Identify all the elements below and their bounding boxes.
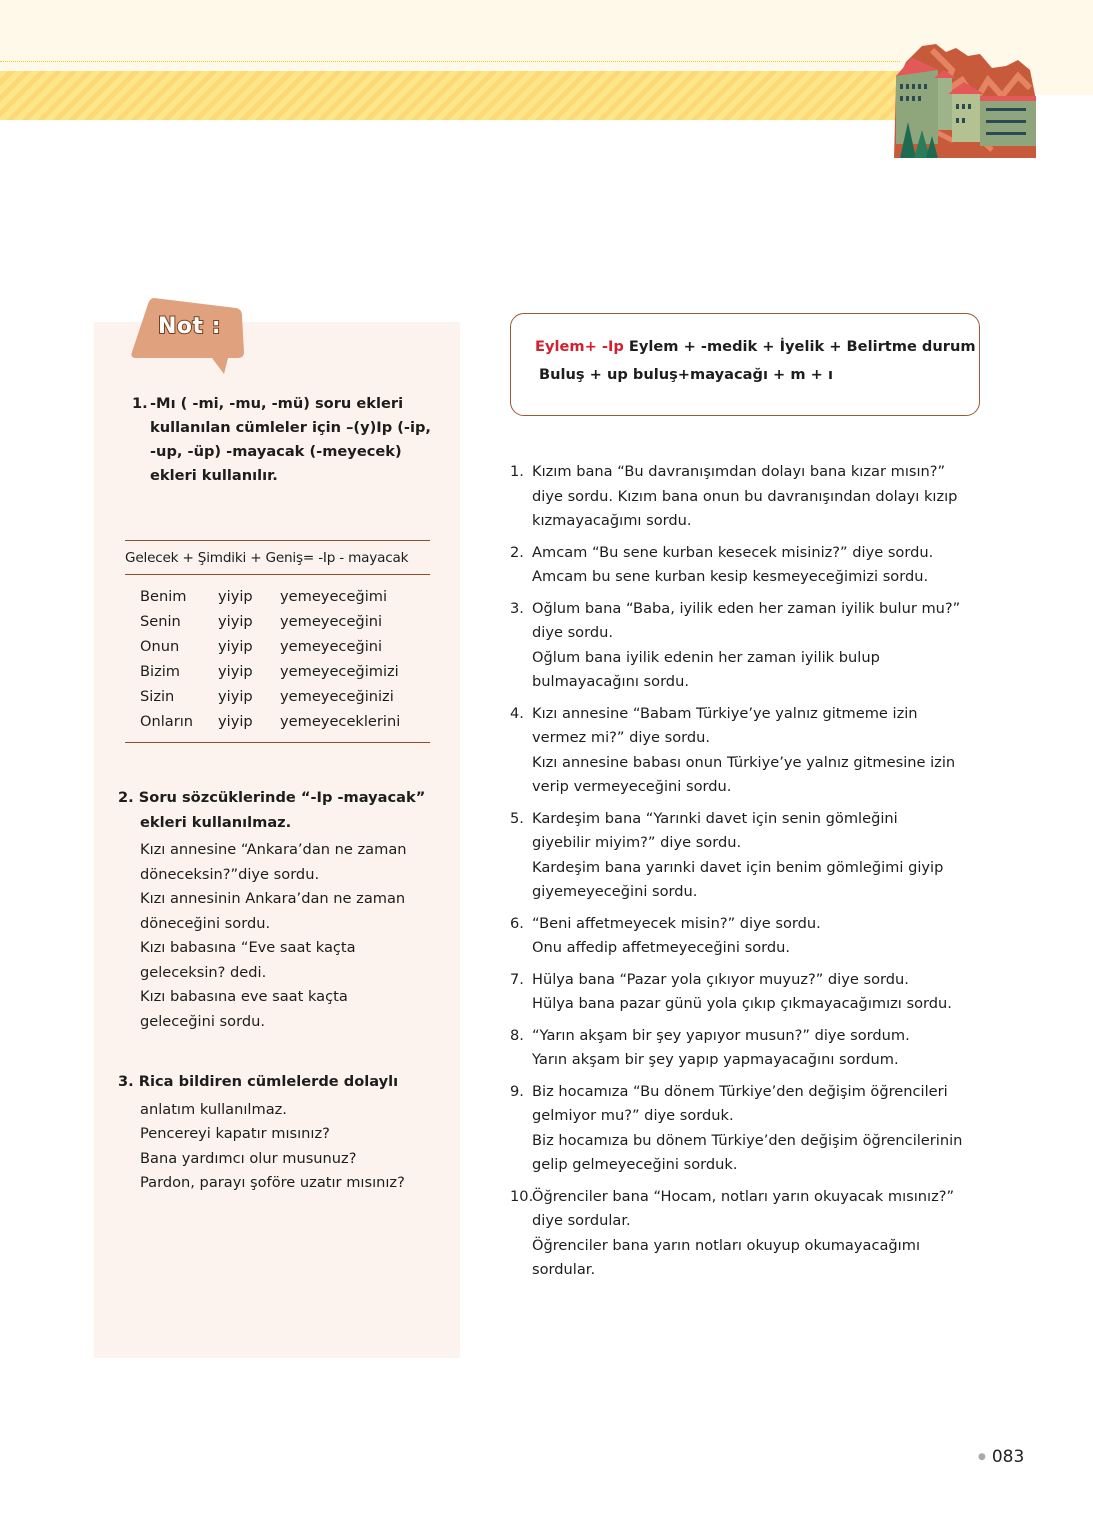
rule-example-line: Kızı annesinin Ankara’dan ne zaman	[140, 890, 406, 907]
rule-example-line: Kızı babasına eve saat kaçta	[140, 988, 348, 1005]
rule-example-line: geleceksin? dedi.	[140, 963, 267, 981]
example-line: bulmayacağını sordu.	[532, 673, 689, 690]
table-header: Gelecek + Şimdiki + Geniş= -Ip - mayacak	[125, 550, 409, 566]
example-line: Öğrenciler bana “Hocam, notları yarın okuyacak mısınız?”	[532, 1187, 955, 1205]
rule-examples	[118, 1098, 458, 1196]
example-line: Biz hocamıza “Bu dönem Türkiye’den değişim öğrencileri	[532, 1082, 948, 1100]
example-line: Onu affedip affetmeyeceğini sordu.	[532, 939, 791, 956]
conjugation-table	[125, 540, 430, 743]
gerund-cell: yiyip	[218, 588, 253, 605]
rule-heading-line: ekleri kullanılmaz.	[140, 813, 292, 831]
gerund-cell: yiyip	[218, 638, 253, 655]
table-row	[140, 584, 430, 609]
pronoun-cell: Benim	[140, 588, 187, 605]
gerund-cell: yiyip	[218, 713, 253, 730]
pronoun-cell: Senin	[140, 613, 181, 630]
page-number	[978, 1447, 1024, 1467]
note-rule-1	[132, 392, 452, 488]
formula-highlight: Eylem+ -Ip	[535, 338, 624, 355]
note-badge-label: Not :	[158, 314, 221, 339]
example-line: giyebilir miyim?” diye sordu.	[532, 834, 742, 851]
example-item	[510, 541, 1000, 590]
rule-line: -up, -üp) -mayacak (-meyecek)	[150, 443, 402, 460]
rule-number: 3.	[118, 1073, 134, 1090]
example-line: sordular.	[532, 1261, 596, 1278]
example-line: Amcam “Bu sene kurban kesecek misiniz?” diye sordu.	[532, 543, 934, 561]
example-line: kızmayacağımı sordu.	[532, 512, 692, 529]
gerund-cell: yiyip	[218, 688, 253, 705]
negative-form-cell: yemeyeceğinizi	[280, 688, 394, 705]
rule-example-line: döneceksin?”diye sordu.	[140, 865, 320, 883]
example-line: Kardeşim bana “Yarınki davet için senin gömleğini	[532, 809, 898, 827]
gerund-cell: yiyip	[218, 613, 253, 630]
example-line: Öğrenciler bana yarın notları okuyup okumayacağımı	[532, 1236, 921, 1254]
rule-heading-line: Soru sözcüklerinde “-Ip -mayacak”	[138, 789, 426, 806]
example-item	[510, 912, 1000, 961]
example-line: Oğlum bana “Baba, iyilik eden her zaman iyilik bulur mu?”	[532, 599, 961, 617]
negative-form-cell: yemeyeceğimi	[280, 588, 388, 605]
rule-heading-line: Rica bildiren cümlelerde dolaylı	[138, 1073, 399, 1090]
example-line: diye sordu. Kızım bana onun bu davranışından dolayı kızıp	[532, 487, 958, 505]
rule-number: 2.	[118, 789, 134, 806]
example-line: Kızı annesine “Babam Türkiye’ye yalnız gitmeme izin	[532, 704, 918, 722]
rule-heading	[118, 1070, 458, 1095]
example-number: 6.	[510, 914, 524, 932]
example-list	[510, 460, 1000, 1290]
example-line: Hülya bana “Pazar yola çıkıyor muyuz?” diye sordu.	[532, 970, 909, 988]
example-line: Kızı annesine babası onun Türkiye’ye yalnız gitmesine izin	[532, 753, 956, 771]
rule-example-line: Kızı babasına “Eve saat kaçta	[140, 939, 356, 956]
page-number-value: 083	[991, 1447, 1025, 1467]
rule-examples	[118, 838, 458, 1034]
formula-text: Eylem + -medik + İyelik + Belirtme durum	[623, 338, 976, 355]
example-line: Amcam bu sene kurban kesip kesmeyeceğimizi sordu.	[532, 568, 929, 585]
negative-form-cell: yemeyeceğini	[280, 613, 383, 630]
example-number: 3.	[510, 599, 524, 617]
table-row	[140, 684, 430, 709]
example-line: Kızım bana “Bu davranışımdan dolayı bana kızar mısın?”	[532, 463, 946, 480]
table-body	[125, 575, 430, 742]
example-item	[510, 968, 1000, 1017]
example-line: Kardeşim bana yarınki davet için benim gömleğimi giyip	[532, 858, 944, 876]
example-item	[510, 702, 1000, 800]
rule-example-line: Bana yardımcı olur musunuz?	[140, 1149, 357, 1167]
example-item	[510, 807, 1000, 905]
gerund-cell: yiyip	[218, 663, 253, 680]
table-row	[140, 609, 430, 634]
table-rule	[125, 742, 430, 743]
example-line: Hülya bana pazar günü yola çıkıp çıkmayacağımızı sordu.	[532, 995, 952, 1012]
rule-line: ekleri kullanılır.	[150, 467, 278, 484]
header-dotted-line	[0, 61, 900, 62]
rule-example-line: geleceğini sordu.	[140, 1012, 265, 1030]
example-line: “Beni affetmeyecek misin?” diye sordu.	[532, 914, 821, 932]
table-row	[140, 659, 430, 684]
note-rule-2	[118, 786, 458, 1034]
negative-form-cell: yemeyeceğimizi	[280, 663, 399, 680]
example-number: 10.	[510, 1187, 534, 1205]
pronoun-cell: Bizim	[140, 663, 180, 680]
table-row	[140, 709, 430, 734]
example-line: gelip gelmeyeceğini sorduk.	[532, 1156, 738, 1173]
example-line: gelmiyor mu?” diye sorduk.	[532, 1107, 734, 1124]
example-line: verip vermeyeceğini sordu.	[532, 778, 732, 795]
negative-form-cell: yemeyeceklerini	[280, 713, 401, 730]
rule-line: kullanılan cümleler için –(y)Ip (-ip,	[150, 419, 431, 436]
example-line: giyemeyeceğini sordu.	[532, 883, 698, 900]
example-item	[510, 1024, 1000, 1073]
pronoun-cell: Sizin	[140, 688, 175, 705]
sumela-monastery-illustration-icon	[892, 40, 1038, 158]
example-number: 4.	[510, 704, 524, 722]
rule-example-line: Pencereyi kapatır mısınız?	[140, 1125, 330, 1142]
example-line: “Yarın akşam bir şey yapıyor musun?” diye sordum.	[532, 1026, 910, 1044]
example-line: Oğlum bana iyilik edenin her zaman iyilik bulup	[532, 648, 880, 666]
formula-line-2: Buluş + up buluş+mayacağı + m + ı	[539, 366, 833, 383]
note-rule-3	[118, 1070, 458, 1196]
formula-box	[510, 313, 980, 416]
example-number: 9.	[510, 1082, 524, 1100]
rule-line: -Mı ( -mi, -mu, -mü) soru ekleri	[150, 395, 404, 412]
table-row	[140, 634, 430, 659]
example-number: 8.	[510, 1026, 524, 1044]
example-line: Biz hocamıza bu dönem Türkiye’den değişim öğrencilerinin	[532, 1131, 963, 1149]
example-number: 2.	[510, 543, 524, 561]
rule-number: 1.	[132, 395, 148, 412]
negative-form-cell: yemeyeceğini	[280, 638, 383, 655]
example-line: diye sordular.	[532, 1212, 631, 1229]
rule-example-line: Kızı annesine “Ankara’dan ne zaman	[140, 841, 407, 858]
header-stripe-band	[0, 71, 900, 120]
example-number: 7.	[510, 970, 524, 988]
pronoun-cell: Onların	[140, 713, 194, 730]
rule-example-line: döneceğini sordu.	[140, 914, 271, 932]
formula-line-1	[535, 338, 976, 355]
example-line: vermez mi?” diye sordu.	[532, 729, 711, 746]
example-line: Yarın akşam bir şey yapıp yapmayacağını sordum.	[532, 1051, 899, 1068]
example-number: 5.	[510, 809, 524, 827]
rule-heading	[118, 786, 458, 811]
example-item	[510, 1080, 1000, 1178]
example-item	[510, 597, 1000, 695]
example-item	[510, 460, 1000, 534]
rule-example-line: Pardon, parayı şoföre uzatır mısınız?	[140, 1174, 405, 1191]
rule-example-line: anlatım kullanılmaz.	[140, 1100, 287, 1118]
bullet-dot-icon: ●	[978, 1452, 986, 1462]
example-line: diye sordu.	[532, 624, 613, 641]
pronoun-cell: Onun	[140, 638, 180, 655]
example-number: 1.	[510, 463, 524, 480]
example-item	[510, 1185, 1000, 1283]
